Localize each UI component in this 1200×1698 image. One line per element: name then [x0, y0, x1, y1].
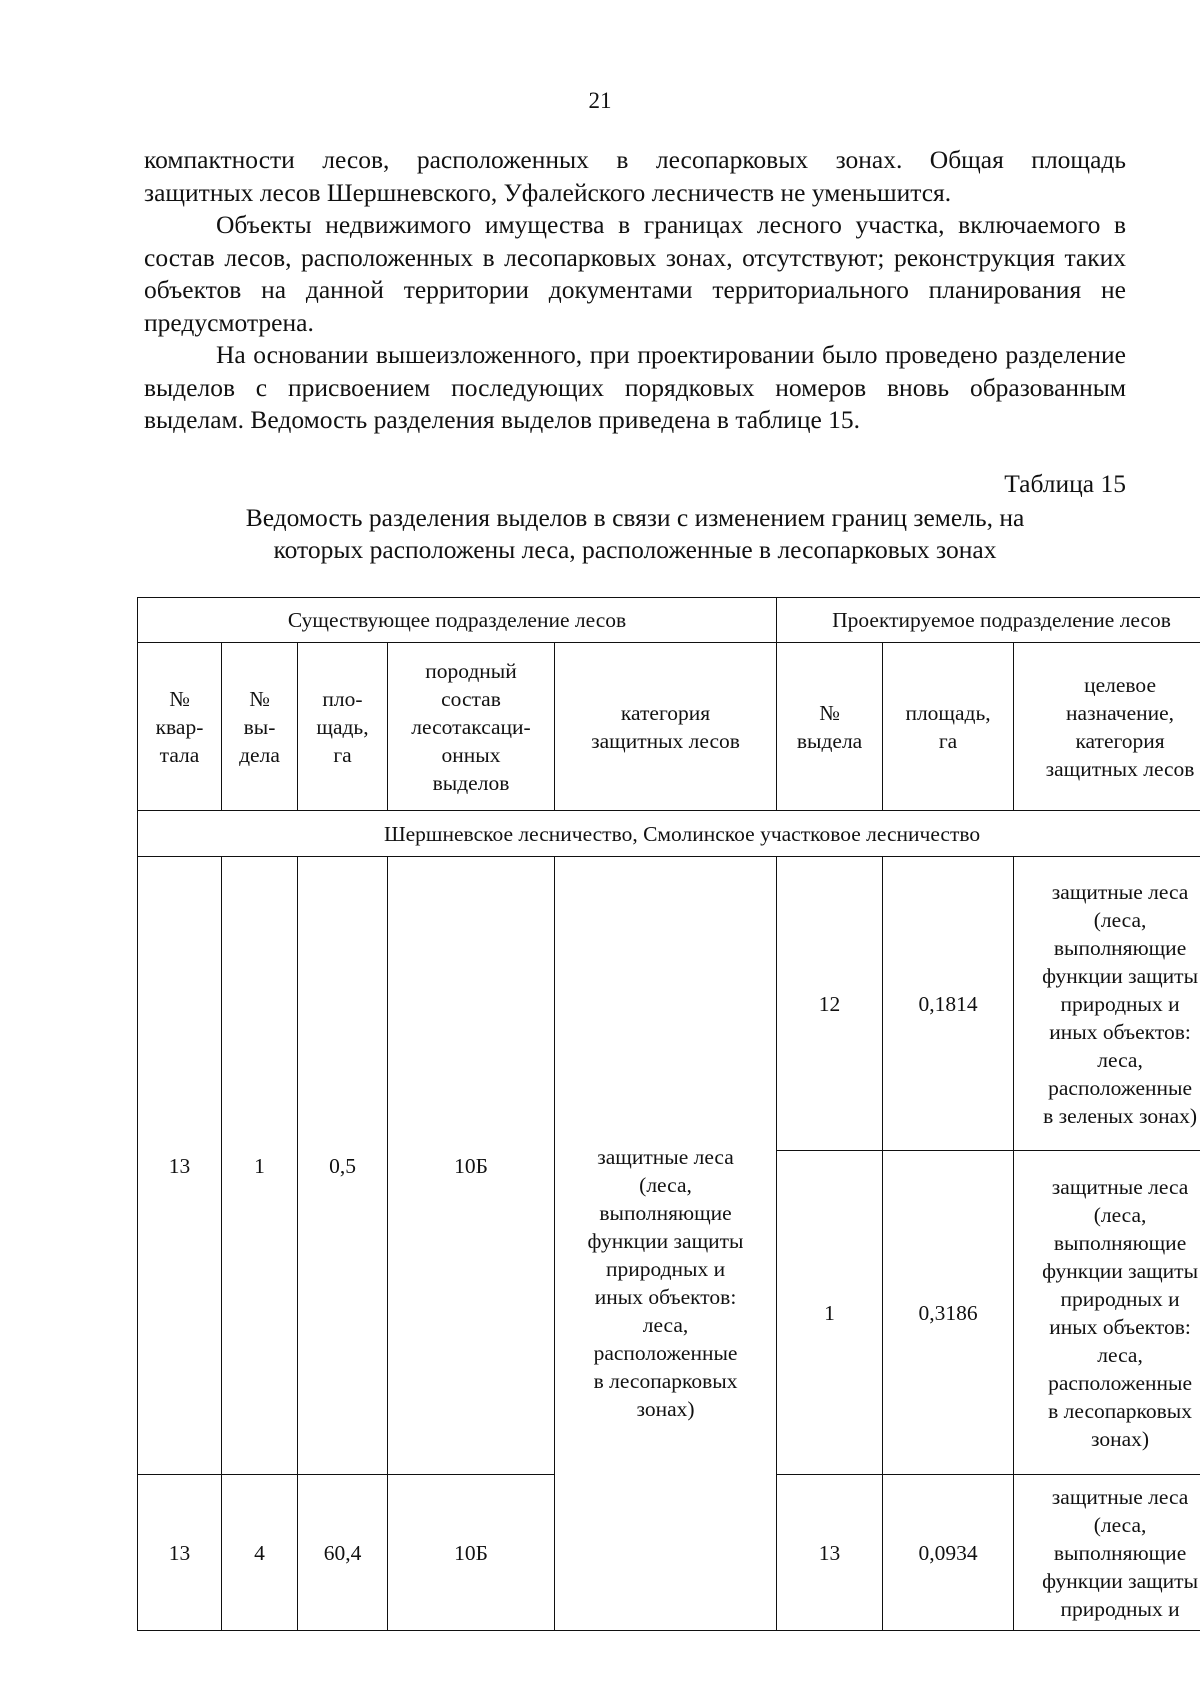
table-title-line-1: Ведомость разделения выделов в связи с изменением границ земель, на [245, 503, 1025, 532]
cell-new-area: 0,1814 [883, 857, 1014, 1151]
cell-new-area: 0,0934 [883, 1475, 1014, 1631]
col-header-vydel: № вы- дела [222, 643, 298, 811]
group-header-row [138, 598, 1200, 643]
cell-purpose: защитные леса (леса, выполняющие функции защиты природных и иных объектов: леса, расположенные в лесопарковых зонах) [1014, 1151, 1200, 1475]
cell-area: 60,4 [298, 1475, 388, 1631]
col-header-new-area: площадь, га [883, 643, 1014, 811]
paragraph-1-line-1: компактности лесов, расположенных в лесопарковых зонах. Общая площадь [144, 145, 1126, 174]
cell-new-vydel: 12 [777, 857, 883, 1151]
cell-composition: 10Б [388, 857, 555, 1475]
vedomost-table [137, 597, 1200, 1631]
col-header-area: пло- щадь, га [298, 643, 388, 811]
paragraph-1-line-2: защитных лесов Шершневского, Уфалейского лесничеств не уменьшится. [144, 177, 952, 207]
section-title: Шершневское лесничество, Смолинское участковое лесничество [138, 811, 1200, 857]
section-row [138, 811, 1200, 857]
col-header-composition: породный состав лесотаксаци- онных выделов [388, 643, 555, 811]
cell-kvartal: 13 [138, 857, 222, 1475]
table-label: Таблица 15 [1004, 469, 1126, 498]
cell-purpose: защитные леса (леса, выполняющие функции защиты природных и иных объектов: леса, расположенные в зеленых зонах) [1014, 857, 1200, 1151]
cell-kvartal: 13 [138, 1475, 222, 1631]
paragraph-2: Объекты недвижимого имущества в границах лесного участка, включаемого в состав лесов, расположенных в лесопарковых зонах, отсутствуют; реконструкция таких объектов на данной территории документами территориального планирования не предусмотрена. [144, 210, 1126, 337]
cell-composition: 10Б [388, 1475, 555, 1631]
table-row [138, 857, 1200, 1151]
cell-category: защитные леса (леса, выполняющие функции защиты природных и иных объектов: леса, расположенные в лесопарковых зонах) [555, 857, 777, 1631]
col-header-purpose: целевое назначение, категория защитных лесов [1014, 643, 1200, 811]
cell-new-vydel: 13 [777, 1475, 883, 1631]
cell-vydel: 1 [222, 857, 298, 1475]
table-title-line-2: которых расположены леса, расположенные в лесопарковых зонах [273, 535, 997, 564]
cell-purpose: защитные леса (леса, выполняющие функции защиты природных и [1014, 1475, 1200, 1631]
body-text [144, 144, 1126, 437]
page-number: 21 [588, 88, 612, 113]
cell-area: 0,5 [298, 857, 388, 1475]
column-header-row [138, 643, 1200, 811]
cell-new-vydel: 1 [777, 1151, 883, 1475]
cell-vydel: 4 [222, 1475, 298, 1631]
col-header-category: категория защитных лесов [555, 643, 777, 811]
table-title [144, 502, 1126, 566]
cell-new-area: 0,3186 [883, 1151, 1014, 1475]
paragraph-3: На основании вышеизложенного, при проектировании было проведено разделение выделов с присвоением последующих порядковых номеров вновь образованным выделам. Ведомость разделения выделов приведена в таблице 15. [144, 340, 1126, 434]
group-header-existing: Существующее подразделение лесов [138, 598, 777, 643]
group-header-projected: Проектируемое подразделение лесов [777, 598, 1200, 643]
col-header-kvartal: № квар- тала [138, 643, 222, 811]
col-header-new-vydel: № выдела [777, 643, 883, 811]
